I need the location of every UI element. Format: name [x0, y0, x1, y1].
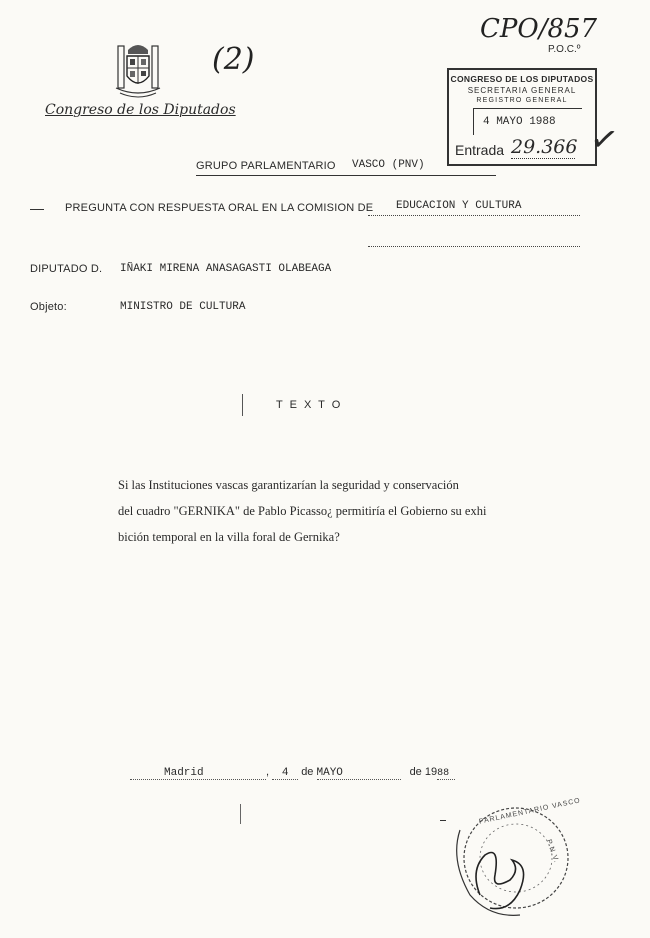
- commission-value: EDUCACION Y CULTURA: [396, 200, 522, 212]
- handwritten-annotation-left: (2): [212, 42, 255, 77]
- object-label: Objeto:: [30, 301, 67, 313]
- group-underline: [196, 175, 496, 176]
- group-label: GRUPO PARLAMENTARIO: [196, 160, 336, 172]
- seal-top-text: PARLAMENTARIO VASCO: [478, 797, 582, 826]
- deputy-name: IÑAKI MIRENA ANASAGASTI OLABEAGA: [120, 263, 332, 275]
- day-field: [272, 766, 298, 780]
- object-value: MINISTRO DE CULTURA: [120, 301, 246, 313]
- body-line-2: del cuadro "GERNIKA" de Pablo Picasso¿ permitiría el Gobierno su exhi: [118, 504, 487, 518]
- month-field: [317, 766, 401, 780]
- stamp-registro: REGISTRO GENERAL: [476, 97, 568, 104]
- institution-name: Congreso de los Diputados: [45, 102, 236, 118]
- footer-left-bar: [240, 804, 241, 824]
- place-value: Madrid: [164, 767, 204, 779]
- year-label: de 19: [409, 766, 438, 778]
- handwritten-reference-sub: P.O.C.º: [548, 44, 581, 55]
- de-label: de: [301, 766, 314, 778]
- stamp-secretaria: SECRETARIA GENERAL: [467, 86, 577, 95]
- deputy-label: DIPUTADO D.: [30, 263, 103, 275]
- seal-side-text: P.N.V.: [544, 838, 560, 865]
- texto-heading: T E X T O: [276, 399, 343, 411]
- day-value: 4: [281, 767, 289, 779]
- registration-stamp: [447, 68, 597, 166]
- body-line-1: Si las Instituciones vascas garantizarían la seguridad y conservación: [118, 478, 459, 492]
- commission-second-line: [368, 246, 580, 247]
- place-field: [130, 766, 266, 780]
- margin-dash-lower: [440, 820, 446, 821]
- stamp-entrada-label: Entrada: [455, 142, 505, 158]
- margin-dash: [30, 209, 44, 210]
- place-separator: ,: [266, 766, 270, 778]
- year-value: 88: [437, 768, 450, 779]
- footer-date-line: [130, 766, 455, 780]
- year-field: [437, 766, 455, 780]
- month-value: MAYO: [316, 767, 343, 779]
- commission-field: [368, 200, 580, 216]
- coat-of-arms-icon: [112, 38, 164, 102]
- stamp-institution: CONGRESO DE LOS DIPUTADOS: [450, 74, 594, 84]
- texto-left-bar: [242, 394, 243, 416]
- body-line-3: bición temporal en la villa foral de Gernika?: [118, 530, 340, 544]
- group-value: VASCO (PNV): [352, 159, 425, 171]
- stamp-entrada-number: 29.366: [511, 136, 578, 158]
- check-mark-icon: ✓: [586, 118, 622, 162]
- stamp-date: 4 MAYO 1988: [483, 116, 556, 128]
- question-label: PREGUNTA CON RESPUESTA ORAL EN LA COMISION DE: [65, 202, 374, 214]
- handwritten-reference-number: CPO/857: [480, 14, 598, 44]
